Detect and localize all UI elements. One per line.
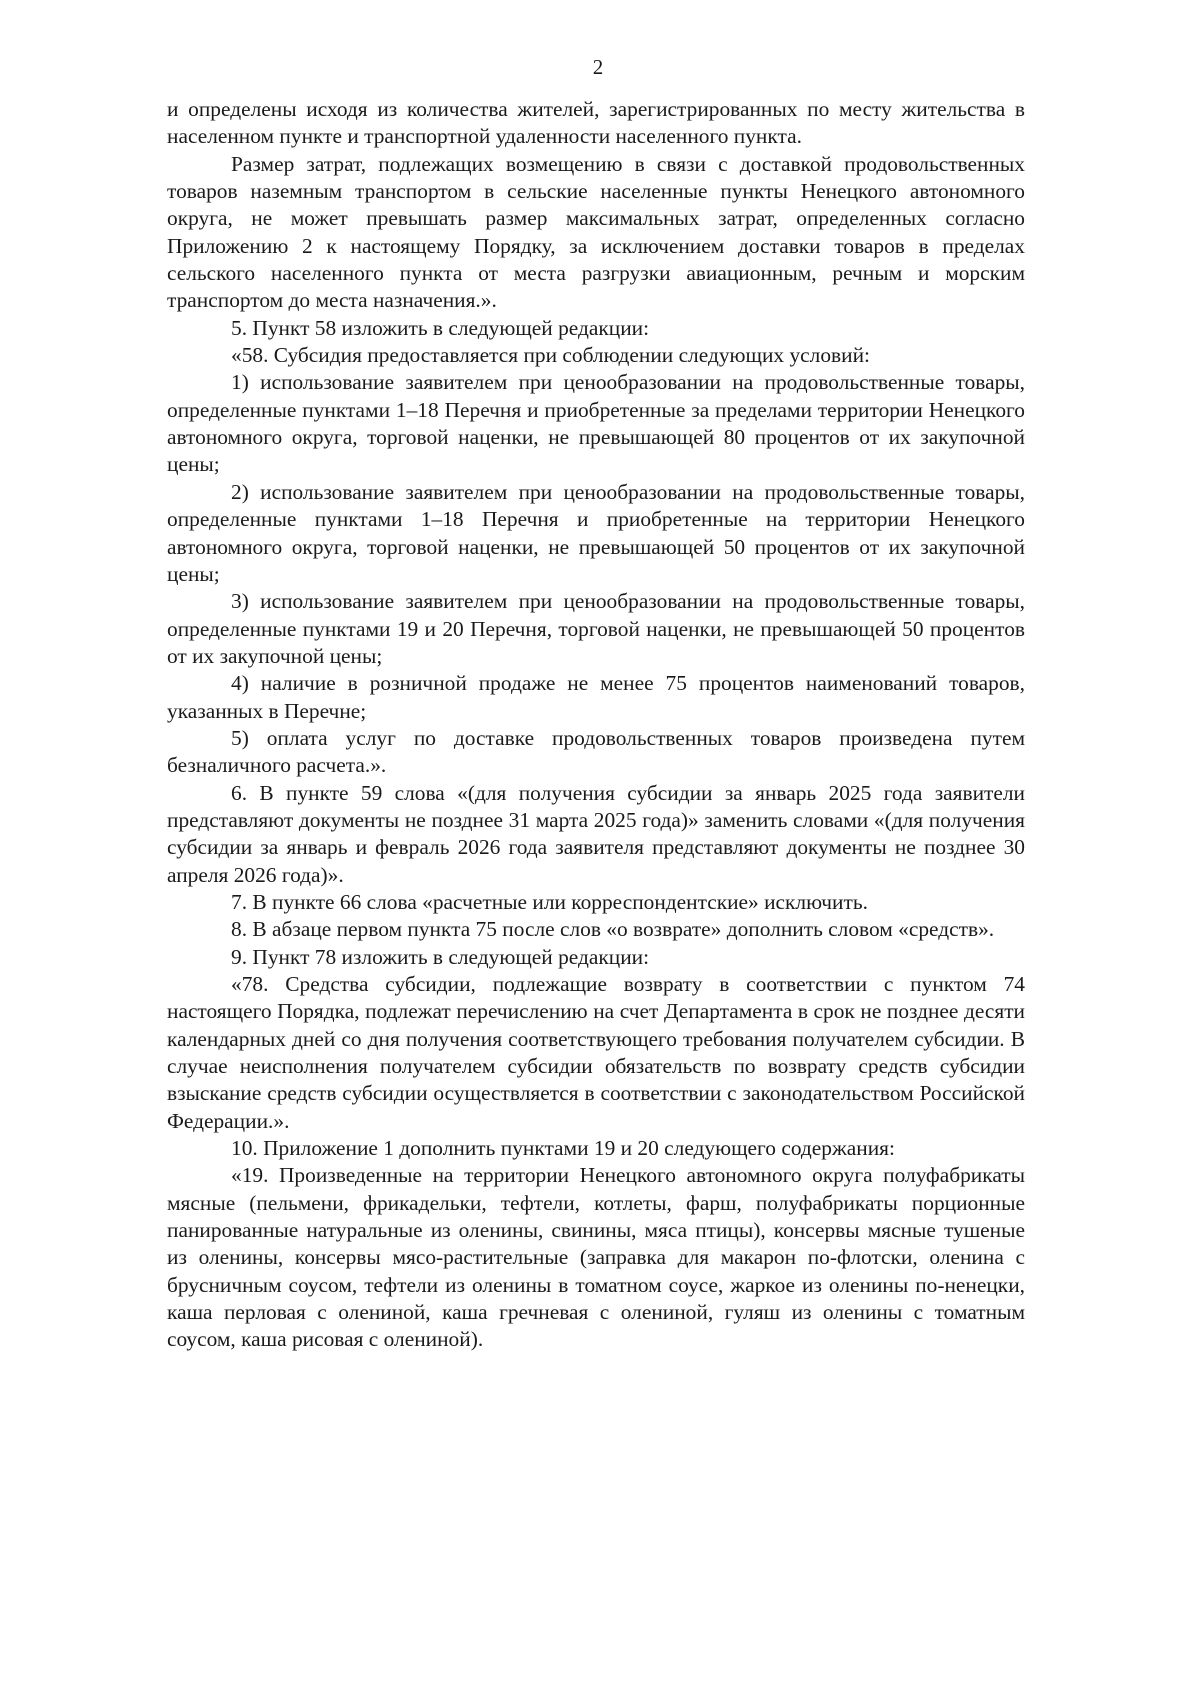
paragraph: 5) оплата услуг по доставке продовольственных товаров произведена путем безналичного расчета.». <box>167 725 1025 778</box>
page-number: 2 <box>592 55 604 79</box>
paragraph: 4) наличие в розничной продаже не менее 75 процентов наименований товаров, указанных в Перечне; <box>167 671 1025 723</box>
paragraph: 8. В абзаце первом пункта 75 после слов «о возврате» дополнить словом «средств». <box>231 917 995 942</box>
paragraph: и определены исходя из количества жителей, зарегистрированных по месту жительства в населенном пункте и транспортной удаленности населенного пункта. <box>167 97 1025 149</box>
paragraph: «58. Субсидия предоставляется при соблюдении следующих условий: <box>231 343 870 368</box>
paragraph: 1) использование заявителем при ценообразовании на продовольственные товары, определенные пунктами 1–18 Перечня и приобретенные за пределами территории Ненецкого автономного округа, торговой наценки, не превышающей 80 процентов от их закупочной цены; <box>167 370 1025 477</box>
paragraph: «78. Средства субсидии, подлежащие возврату в соответствии с пунктом 74 настоящего Порядка, подлежат перечислению на счет Департамента в срок не позднее десяти календарных дней со дня получения соответствующего требования получателем субсидии. В случае неисполнения получателем субсидии обязательств по возврату средств субсидии взыскание средств субсидии осуществляется в соответствии с законодательством Российской Федерации.». <box>167 972 1025 1133</box>
paragraph: 2) использование заявителем при ценообразовании на продовольственные товары, определенные пунктами 1–18 Перечня и приобретенные на территории Ненецкого автономного округа, торговой наценки, не превышающей 50 процентов от их закупочной цены; <box>167 479 1025 586</box>
paragraph: 5. Пункт 58 изложить в следующей редакции: <box>231 315 650 340</box>
paragraph: Размер затрат, подлежащих возмещению в связи с доставкой продовольственных товаров наземным транспортом в сельские населенные пункты Ненецкого автономного округа, не может превышать размер максимальных затрат, определенных согласно Приложению 2 к настоящему Порядку, за исключением доставки товаров в пределах сельского населенного пункта от места разгрузки авиационным, речным и морским транспортом до места назначения.». <box>167 151 1025 313</box>
paragraph: 3) использование заявителем при ценообразовании на продовольственные товары, определенные пунктами 19 и 20 Перечня, торговой наценки, не превышающей 50 процентов от их закупочной цены; <box>167 589 1025 668</box>
paragraph: 7. В пункте 66 слова «расчетные или корреспондентские» исключить. <box>231 889 868 914</box>
paragraph: 6. В пункте 59 слова «(для получения субсидии за январь 2025 года заявители представляют документы не позднее 31 марта 2025 года)» заменить словами «(для получения субсидии за январь и февраль 2026 года заявителя представляют документы не позднее 30 апреля 2026 года)». <box>167 780 1025 887</box>
paragraph: 10. Приложение 1 дополнить пунктами 19 и 20 следующего содержания: <box>231 1136 895 1161</box>
paragraph: «19. Произведенные на территории Ненецкого автономного округа полуфабрикаты мясные (пельмени, фрикадельки, тефтели, котлеты, фарш, полуфабрикаты порционные панированные натуральные из оленины, свинины, мяса птицы), консервы мясные тушеные из оленины, консервы мясо-растительные (заправка для макарон по-флотски, оленина с брусничным соусом, тефтели из оленины в томатном соусе, жаркое из оленины по-ненецки, каша перловая с олениной, каша гречневая с олениной, гуляш из оленины с томатным соусом, каша рисовая с олениной). <box>167 1163 1025 1352</box>
paragraph: 9. Пункт 78 изложить в следующей редакции: <box>231 944 650 969</box>
document-body <box>167 96 1025 1354</box>
